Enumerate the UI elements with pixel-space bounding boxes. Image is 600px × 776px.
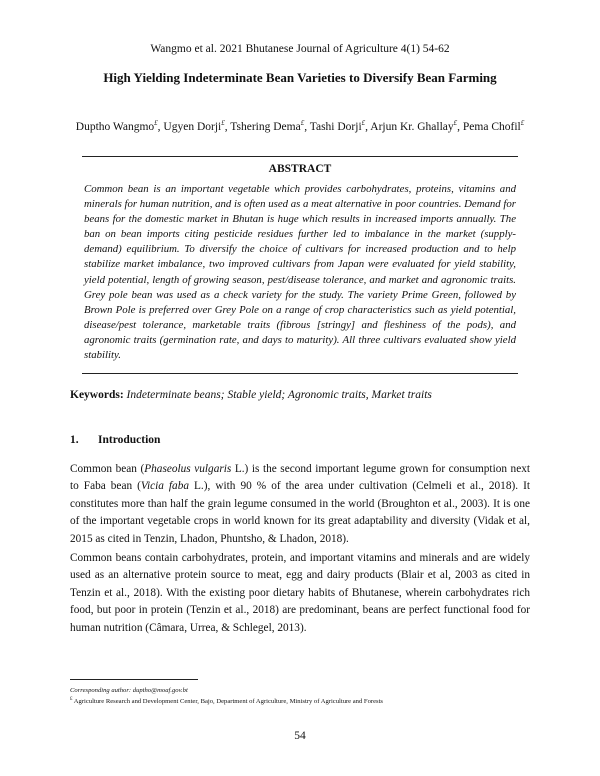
abstract-top-rule [82, 156, 518, 157]
page-number: 54 [294, 730, 306, 742]
affiliation-mark: £ [70, 697, 73, 702]
author-name: Pema Chofil [462, 120, 521, 133]
section-heading [70, 434, 160, 446]
abstract-heading: ABSTRACT [268, 163, 332, 175]
affiliation-text: Agriculture Research and Development Center, Bajo, Department of Agriculture, Ministry of Agriculture and Forests [72, 698, 383, 706]
intro-paragraph-1 [70, 461, 530, 548]
p1-faba-name: Vicia faba [140, 480, 189, 493]
footnote-rule [70, 679, 198, 680]
footnote-affiliation [70, 695, 530, 706]
author-separator: , [365, 120, 371, 133]
paper-title: High Yielding Indeterminate Bean Varieties to Diversify Bean Farming [103, 70, 497, 85]
p1-part-a: Common bean ( [70, 463, 145, 475]
keywords [70, 389, 530, 401]
section-number: 1. [70, 434, 79, 446]
author-affiliation-mark: £ [154, 119, 158, 127]
p1-species-name: Phaseolus vulgaris [144, 463, 232, 475]
keywords-text: Indeterminate beans; Stable yield; Agronomic traits, Market traits [126, 389, 432, 401]
author-name: Tshering Dema [230, 120, 301, 133]
p1-part-e: L.), with 90 % of the area under cultivation (Celmeli et al., 2018). It constitutes more than half the grain legume consumed in the world (Broughton et al., 2003). It is one of the important vegetable crops in world known for its great adaptability and diversity (Vidak et al, 2015 as cited in Tenzin, Lhadon, Phuntsho, & Lhadon, 2018). [70, 480, 530, 545]
author-separator: , [304, 120, 310, 133]
author-affiliation-mark: £ [221, 119, 225, 127]
author-affiliation-mark: £ [300, 119, 305, 127]
author-affiliation-mark: £ [361, 119, 366, 127]
author-separator: , [157, 120, 164, 133]
author-name: Duptho Wangmo [75, 120, 155, 133]
author-separator: , [457, 120, 463, 133]
intro-paragraph-2: Common beans contain carbohydrates, protein, and important vitamins and minerals and are widely used as an alternative protein source to meat, egg and dairy products (Blair et al, 2003 as cited in Tenzin et al., 2018). With the existing poor dietary habits of Bhutanese, wherein carbohydrates rich food, but poor in protein (Tenzin et al., 2018) are predominant, beans are perfect functional food for human nutrition (Câmara, Urrea, & Schlegel, 2013). [70, 552, 530, 634]
p1-part-c: L.) is the second important legume grown for consumption next to Faba bean ( [70, 463, 531, 493]
author-name: Arjun Kr. Ghallay [370, 120, 454, 133]
footnote-corresponding-author: Corresponding author: duptho@moaf.gov.bt [70, 687, 188, 694]
abstract-bottom-rule [82, 373, 518, 374]
abstract-text: Common bean is an important vegetable which provides carbohydrates, proteins, vitamins and minerals for human nutrition, and is often used as a meat alternative in poor countries. Demand for beans for the domestic market in Bhutan is huge which results in increased imports annually. The ban on bean imports citing pesticide residues further led to imbalance in the market (supply-demand) equilibrium. To diversify the choice of cultivars for increased production and to help stabilize market imbalance, two improved cultivars from Japan were evaluated for yield stability, yield potential, length of growing season, pest/disease tolerance, and market and agronomic traits. Grey pole bean was used as a check variety for the study. The variety Prime Green, followed by Brown Pole is preferred over Grey Pole on a range of crop characteristics such as yield potential, disease/pest tolerance, marketable traits (fibrous [stringy] and fleshiness of the pods), and agronomic traits (germination rate, and days to maturity). All three cultivars evaluated show yield stability. [84, 183, 516, 362]
author-name: Tashi Dorji [309, 120, 362, 133]
author-affiliation-mark: £ [453, 119, 458, 127]
section-title: Introduction [98, 434, 161, 446]
keywords-label: Keywords: [70, 389, 124, 401]
author-list [60, 114, 540, 136]
author-name: Ugyen Dorji [163, 120, 222, 133]
author-affiliation-mark: £ [520, 119, 525, 127]
running-head: Wangmo et al. 2021 Bhutanese Journal of Agriculture 4(1) 54-62 [150, 43, 450, 55]
author-separator: , [224, 120, 231, 133]
